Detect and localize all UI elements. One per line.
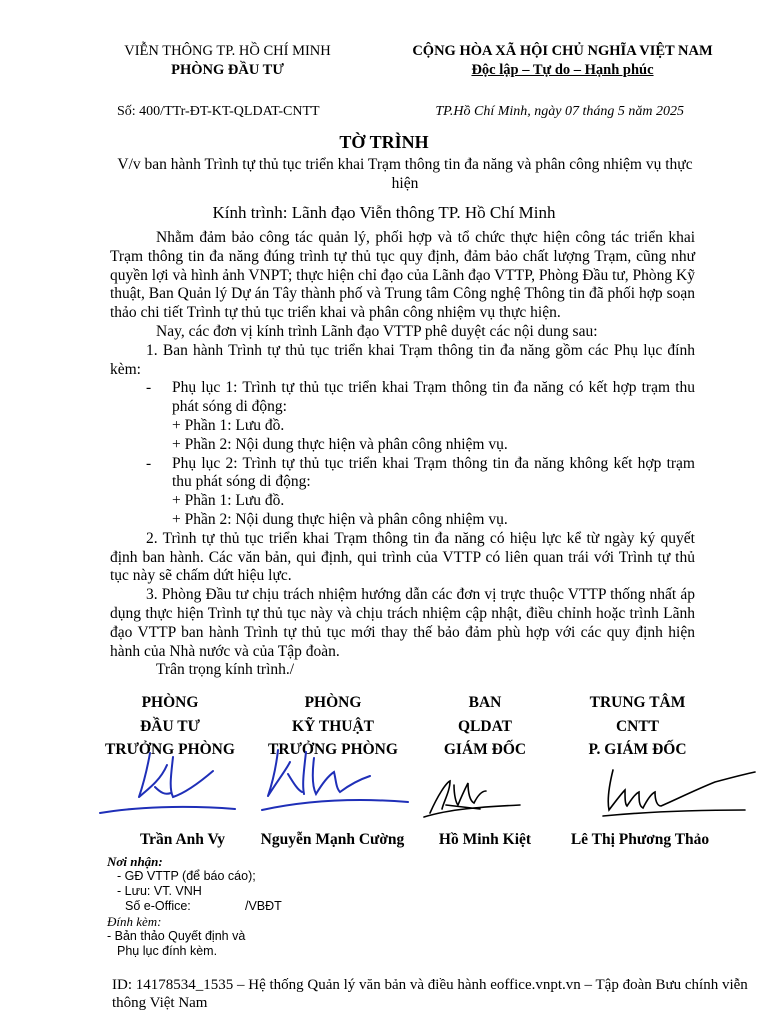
signer-unit: CNTT <box>615 717 660 735</box>
signer-unit: ĐẦU TƯ <box>140 717 200 735</box>
signer-unit: TRUNG TÂM <box>589 694 686 711</box>
signer-name-4: Lê Thị Phương Thảo <box>570 831 710 848</box>
appendix-1 <box>146 379 695 417</box>
appendix-2-text: Phụ lục 2: Trình tự thủ tục triển khai Trạm thông tin đa năng không kết hợp trạm thu phát sóng di động: <box>172 454 695 491</box>
request-paragraph: Nay, các đơn vị kính trình Lãnh đạo VTTP phê duyệt các nội dung sau: <box>156 322 598 340</box>
appendix-2-part-1: + Phần 1: Lưu đồ. <box>172 492 285 510</box>
signer-name-3: Hồ Minh Kiệt <box>438 831 532 848</box>
recipients-block <box>107 854 282 959</box>
attachment-line: Phụ lục đính kèm. <box>117 944 218 958</box>
addressee: Kính trình: Lãnh đạo Viễn thông TP. Hồ Chí Minh <box>212 203 556 222</box>
appendix-1-text: Phụ lục 1: Trình tự thủ tục triển khai Trạm thông tin đa năng có kết hợp trạm thu phát sóng di động: <box>172 379 695 416</box>
signer-block-3 <box>420 691 550 762</box>
appendix-2-part-2: + Phần 2: Nội dung thực hiện và phân công nhiệm vụ. <box>172 510 508 528</box>
issuer-org: VIỄN THÔNG TP. HỒ CHÍ MINH <box>124 43 331 59</box>
signer-unit: KỸ THUẬT <box>292 717 374 735</box>
recipients-label: Nơi nhận: <box>107 854 163 869</box>
appendix-2 <box>146 455 695 493</box>
recipient-item: - Lưu: VT. VNH <box>117 884 202 898</box>
signature-1-icon <box>95 735 245 825</box>
dash-mark: - <box>146 379 152 397</box>
signer-unit: BAN <box>468 694 502 711</box>
closing-line: Trân trọng kính trình./ <box>156 661 295 679</box>
signer-name-2: Nguyễn Mạnh Cường <box>260 831 405 848</box>
issuer-block <box>95 42 360 80</box>
signer-block-4 <box>565 691 710 762</box>
document-title: TỜ TRÌNH <box>339 132 429 152</box>
eoffice-number <box>107 899 282 914</box>
appendix-1-part-1: + Phần 1: Lưu đồ. <box>172 416 285 434</box>
signature-4-icon <box>595 760 760 830</box>
document-number: Số: 400/TTr-ĐT-KT-QLDAT-CNTT <box>117 104 320 119</box>
signer-role: TRƯỞNG PHÒNG <box>105 741 235 758</box>
place-date: TP.Hồ Chí Minh, ngày 07 tháng 5 năm 2025 <box>435 104 684 119</box>
signer-unit: QLDAT <box>458 717 512 735</box>
signer-unit: PHÒNG <box>304 694 362 711</box>
recipient-item: - GĐ VTTP (để báo cáo); <box>117 869 256 883</box>
signature-3-icon <box>420 765 530 825</box>
intro-paragraph: Nhằm đảm bảo công tác quản lý, phối hợp và tổ chức thực hiện công tác triển khai Trạm thông tin đa năng đúng trình tự thủ tục quy định, đảm bảo chất lượng Trạm, cũng như quyền lợi và hình ảnh VNPT; thực hiện chỉ đạo của Lãnh đạo VTTP, Phòng Đầu tư, Phòng Kỹ thuật, Ban Quản lý Dự án Tây thành phố và Trung tâm Công nghệ Thông tin đã phối hợp soạn thảo chi tiết Trình tự thủ tục triển khai và phân công nhiệm vụ thực hiện. <box>110 229 695 322</box>
national-header <box>365 42 760 80</box>
document-body <box>110 229 695 680</box>
eoffice-label: Số e-Office: <box>125 899 191 913</box>
item-1: 1. Ban hành Trình tự thủ tục triển khai Trạm thông tin đa năng gồm các Phụ lục đính kèm: <box>110 341 695 378</box>
signer-role: P. GIÁM ĐỐC <box>588 741 687 758</box>
attachment-line: - Bản thảo Quyết định và <box>107 929 246 943</box>
issuer-dept: PHÒNG ĐẦU TƯ <box>171 62 284 78</box>
signature-2-icon <box>258 740 418 825</box>
item-3: 3. Phòng Đầu tư chịu trách nhiệm hướng dẫn các đơn vị trực thuộc VTTP thống nhất áp dụng thực hiện Trình tự thủ tục này và chịu trách nhiệm cập nhật, điều chỉnh hoặc trình Lãnh đạo VTTP ban hành Trình tự thủ tục mới thay thế bảo đảm phù hợp với các quy định hiện hành của Nhà nước và của Tập đoàn. <box>110 586 695 660</box>
signer-name-1: Trần Anh Vy <box>139 831 225 848</box>
system-footer: ID: 14178534_1535 – Hệ thống Quản lý văn bản và điều hành eoffice.vnpt.vn – Tập đoàn Bưu chính viễn thông Việt Nam <box>112 977 748 1011</box>
country-name: CỘNG HÒA XÃ HỘI CHỦ NGHĨA VIỆT NAM <box>412 43 713 59</box>
attachments-label: Đính kèm: <box>107 914 162 929</box>
appendix-1-part-2: + Phần 2: Nội dung thực hiện và phân công nhiệm vụ. <box>172 435 508 453</box>
signer-role: GIÁM ĐỐC <box>443 741 527 758</box>
national-motto: Độc lập – Tự do – Hạnh phúc <box>471 62 654 78</box>
signer-unit: PHÒNG <box>141 694 199 711</box>
document-subject: V/v ban hành Trình tự thủ tục triển khai Trạm thông tin đa năng và phân công nhiệm vụ thực hiện <box>117 156 693 192</box>
eoffice-value: /VBĐT <box>245 899 282 913</box>
dash-mark: - <box>146 454 152 472</box>
signer-role: TRƯỞNG PHÒNG <box>268 741 398 758</box>
item-2: 2. Trình tự thủ tục triển khai Trạm thông tin đa năng có hiệu lực kể từ ngày ký quyết định ban hành. Các văn bản, qui định, qui trình của VTTP có liên quan trái với Trình tự thủ tục này sẽ chấm dứt hiệu lực. <box>110 529 695 585</box>
